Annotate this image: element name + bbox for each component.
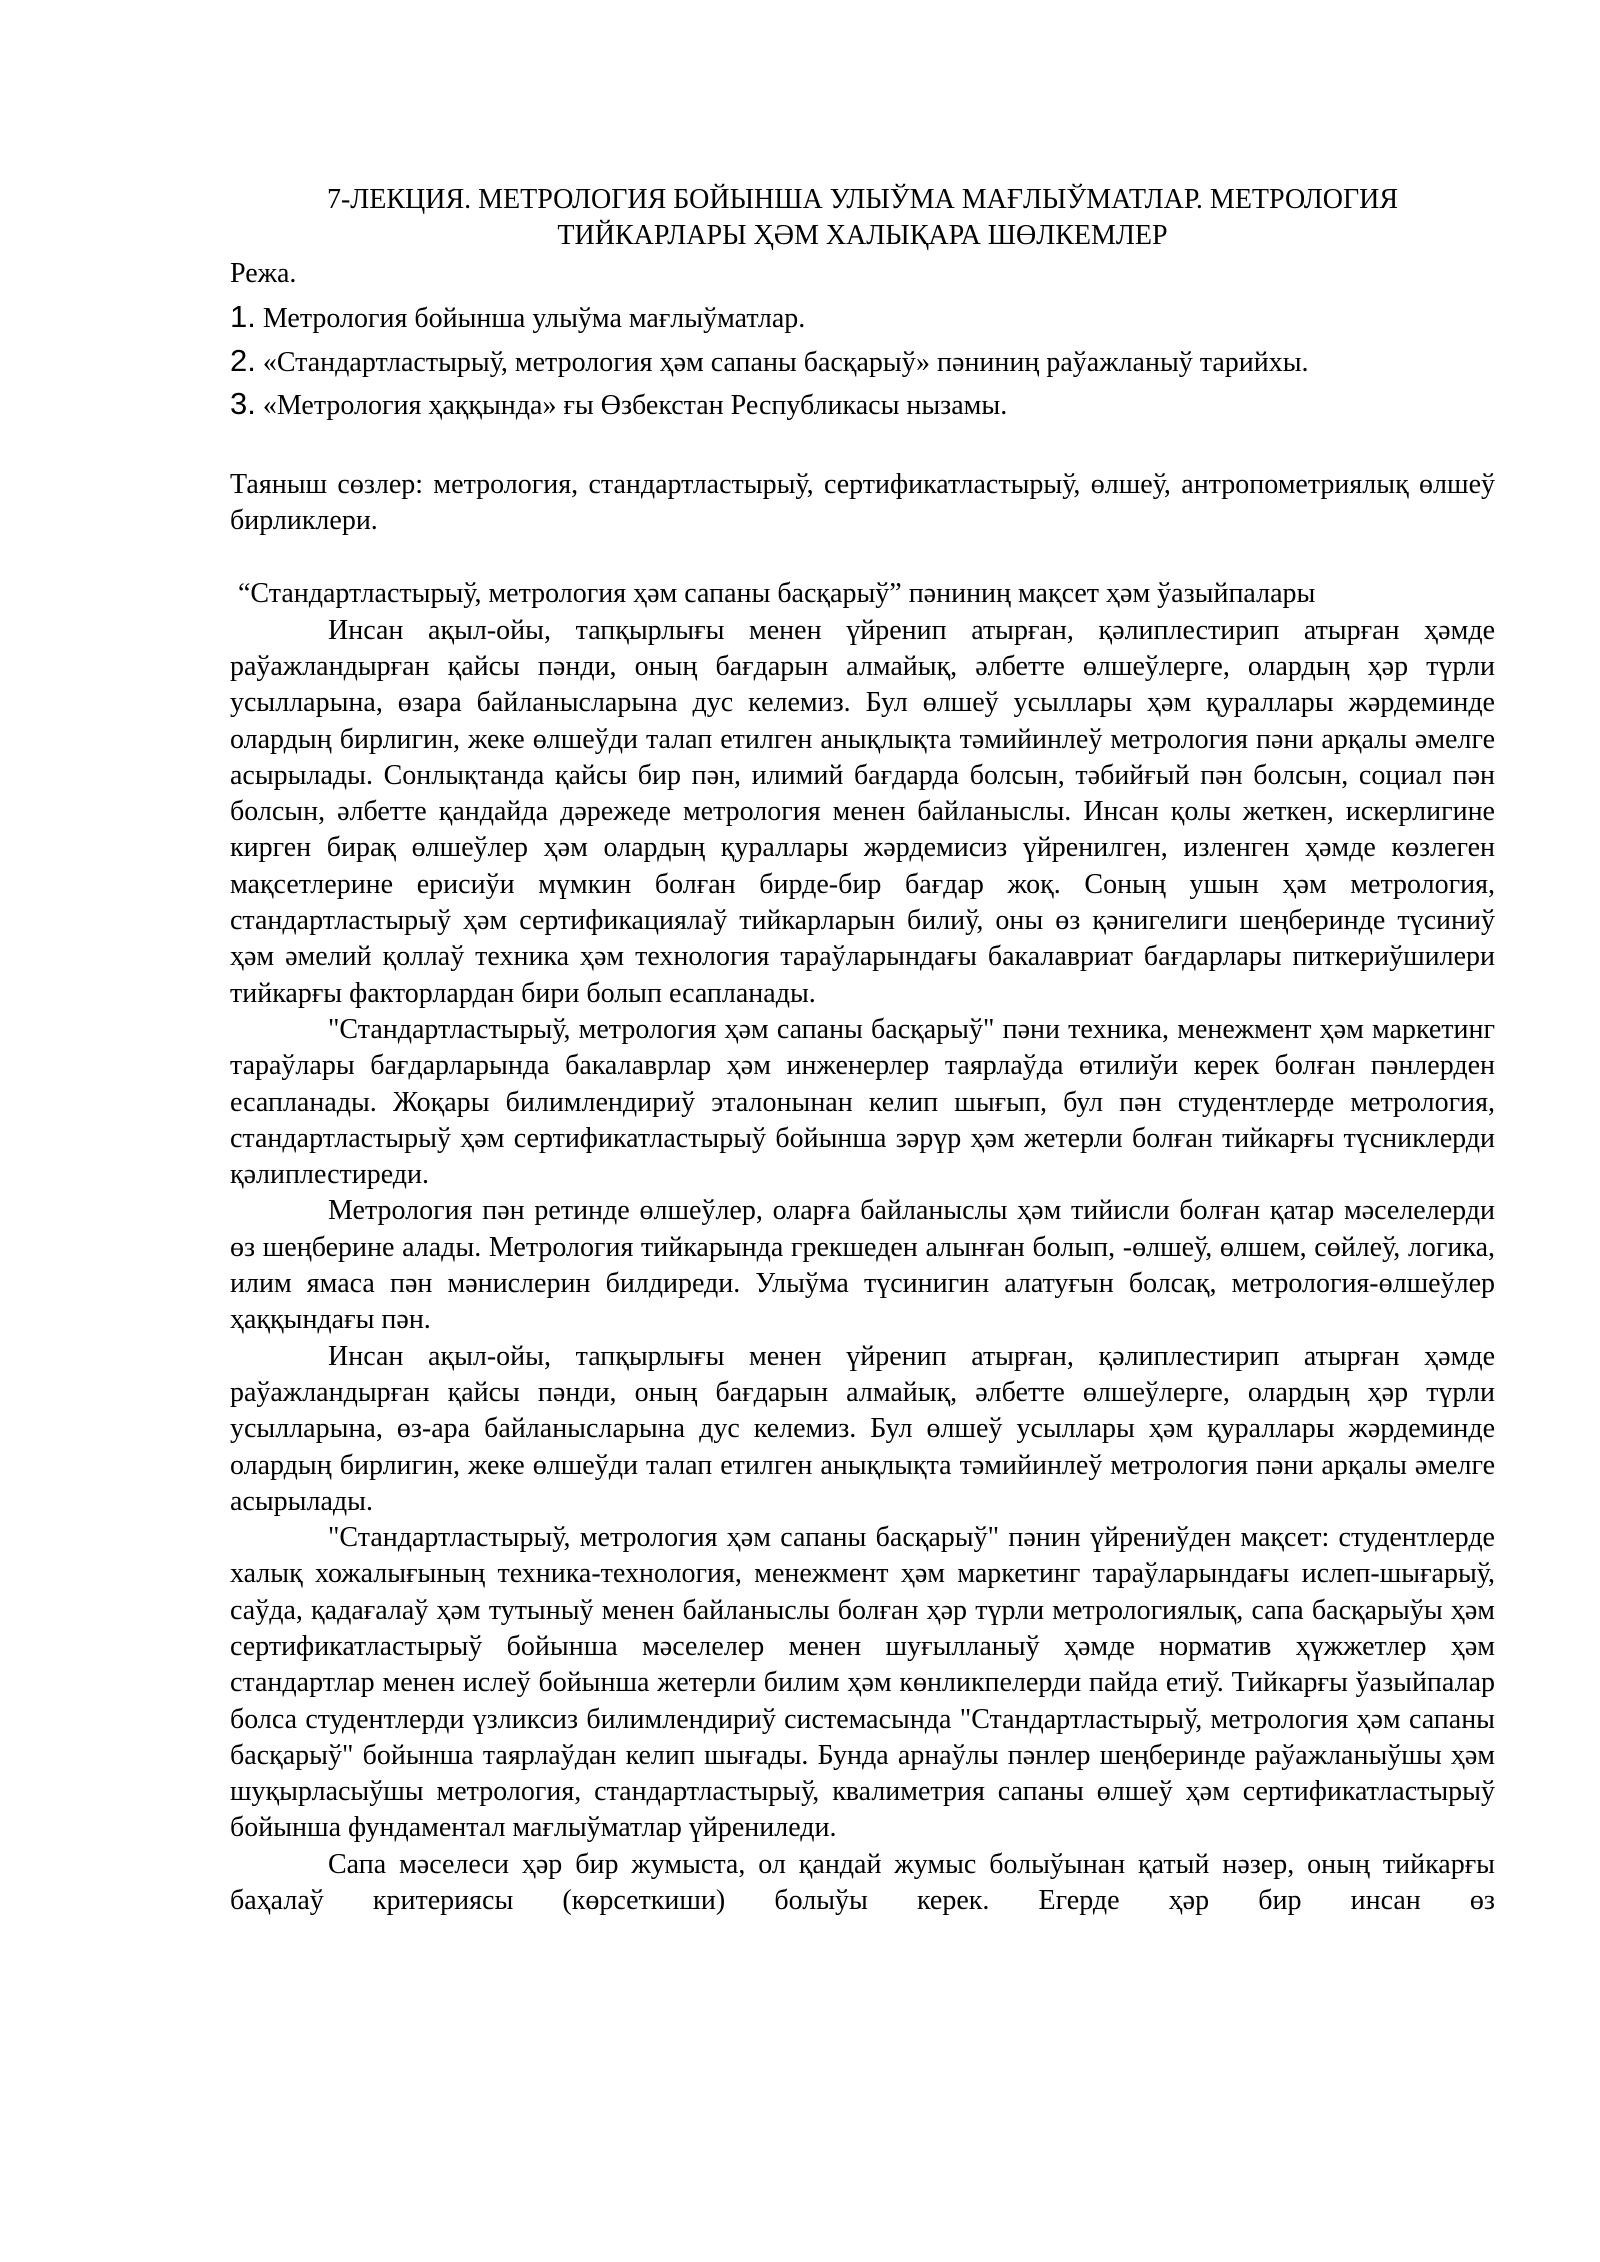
plan-item-number: 2. xyxy=(230,342,256,378)
body-paragraph: "Стандартластырыў, метрология ҳәм сапаны басқарыў" пәни техника, менежмент ҳәм маркетинг тараўлары бағдарларында бакалаврлар ҳәм инженерлер таярлаўда өтилиўи керек болған пәнлерден есапланады. Жоқары билимлендириў эталонынан келип шығып, бул пән студентлерде метрология, стандартластырыў ҳәм сертификатластырыў бойынша зәрүр ҳәм жетерли болған тийкарғы түсниклерди қәлиплестиреди. xyxy=(230,1013,1495,1191)
plan-item xyxy=(230,383,1495,427)
plan-item xyxy=(230,340,1495,384)
body-paragraph: Метрология пән ретинде өлшеўлер, оларға байланыслы ҳәм тийисли болған қатар мәселелерди өз шеңберине алады. Метрология тийкарында грекшеден алынған болып, -өлшеў, өлшем, сөйлеў, логика, илим ямаса пән мәнислерин билдиреди. Улыўма түсинигин алатуғын болсақ, метрология-өлшеўлер ҳаққындағы пән. xyxy=(230,1195,1495,1336)
plan-item xyxy=(230,296,1495,340)
plan-item-text: «Стандартластырыў, метрология ҳәм сапаны басқарыў» пәниниң раўажланыў тарийхы. xyxy=(262,346,1309,378)
body-paragraph: Инсан ақыл-ойы, тапқырлығы менен үйренип атырған, қәлиплестирип атырған ҳәмде раўажландырған қайсы пәнди, оның бағдарын алмайық, әлбетте өлшеўлерге, олардың ҳәр түрли усылларына, өзара байланысларына дус келемиз. Бул өлшеў усыллары ҳәм қураллары жәрдеминде олардың бирлигин, жеке өлшеўди талап етилген анықлықта тәмийинлеў метрология пәни арқалы әмелге асырылады. Сонлықтанда қайсы бир пән, илимий бағдарда болсын, тәбийғый пән болсын, социал пән болсын, әлбетте қандайда дәрежеде метрология менен байланыслы. Инсан қолы жеткен, искерлигине кирген бирақ өлшеўлер ҳәм олардың қураллары жәрдемисиз үйренилген, изленген ҳәмде көзлеген мақсетлерине ерисиўи мүмкин болған бирде-бир бағдар жоқ. Соның ушын ҳәм метрология, стандартластырыў ҳәм сертификациялаў тийкарларын билиў, оны өз қәнигелиги шеңберинде түсиниў ҳәм әмелий қоллаў техника ҳәм технология тараўларындағы бакалавриат бағдарлары питкериўшилери тийкарғы факторлардан бири болып есапланады. xyxy=(230,614,1495,1009)
keywords-paragraph: Таяныш сөзлер: метрология, стандартластырыў, сертификатластырыў, өлшеў, антропометриялық өлшеў бирликлери. xyxy=(230,468,1495,537)
plan-item-text: Метрология бойынша улыўма мағлыўматлар. xyxy=(262,303,806,335)
body-paragraph: Сапа мәселеси ҳәр бир жумыста, ол қандай жумыс болыўынан қатый нәзер, оның тийкарғы баҳалаў критериясы (көрсеткиши) болыўы керек. Егерде ҳәр бир инсан өз xyxy=(230,1848,1495,1917)
document-page xyxy=(230,182,1495,1919)
body-paragraph: Инсан ақыл-ойы, тапқырлығы менен үйренип атырған, қәлиплестирип атырған ҳәмде раўажландырған қайсы пәнди, оның бағдарын алмайық, әлбетте өлшеўлерге, олардың ҳәр түрли усылларына, өз-ара байланысларына дус келемиз. Бул өлшеў усыллары ҳәм қураллары жәрдеминде олардың бирлигин, жеке өлшеўди талап етилген анықлықта тәмийинлеў метрология пәни арқалы әмелге асырылады. xyxy=(230,1340,1495,1517)
plan-list xyxy=(230,296,1495,427)
plan-item-number: 1. xyxy=(230,299,256,335)
plan-heading: Режа. xyxy=(230,258,297,289)
plan-item-number: 3. xyxy=(230,386,256,422)
section-subtitle: “Стандартластырыў, метрология ҳәм сапаны басқарыў” пәниниң мақсет ҳәм ўазыйпалары xyxy=(238,578,1316,610)
body-paragraph: "Стандартластырыў, метрология ҳәм сапаны басқарыў" пәнин үйрениўден мақсет: студентлерде халық хожалығының техника-технология, менежмент ҳәм маркетинг тараўларындағы ислеп-шығарыў, саўда, қадағалаў ҳәм тутыныў менен байланыслы болған ҳәр түрли метрологиялық, сапа басқарыўы ҳәм сертификатластырыў бойынша мәселелер менен шуғылланыў ҳәмде норматив ҳүжжетлер ҳәм стандартлар менен ислеў бойынша жетерли билим ҳәм көнликпелерди пайда етиў. Тийкарғы ўазыйпалар болса студентлерди үзликсиз билимлендириў системасында "Стандартластырыў, метрология ҳәм сапаны басқарыў" бойынша таярлаўдан келип шығады. Бунда арнаўлы пәнлер шеңберинде раўажланыўшы ҳәм шуқырласыўшы метрология, стандартластырыў, квалиметрия сапаны өлшеў ҳәм сертификатластырыў бойынша фундаментал мағлыўматлар үйрениледи. xyxy=(230,1522,1495,1844)
page-title: 7-ЛЕКЦИЯ. МЕТРОЛОГИЯ БОЙЫНША УЛЫЎМА МАҒЛЫЎМАТЛАР. МЕТРОЛОГИЯ ТИЙКАРЛАРЫ ҲӘМ ХАЛЫҚАРА ШӨЛКЕМЛЕР xyxy=(326,184,1399,251)
plan-item-text: «Метрология ҳаққында» ғы Өзбекстан Республикасы нызамы. xyxy=(262,390,1008,422)
